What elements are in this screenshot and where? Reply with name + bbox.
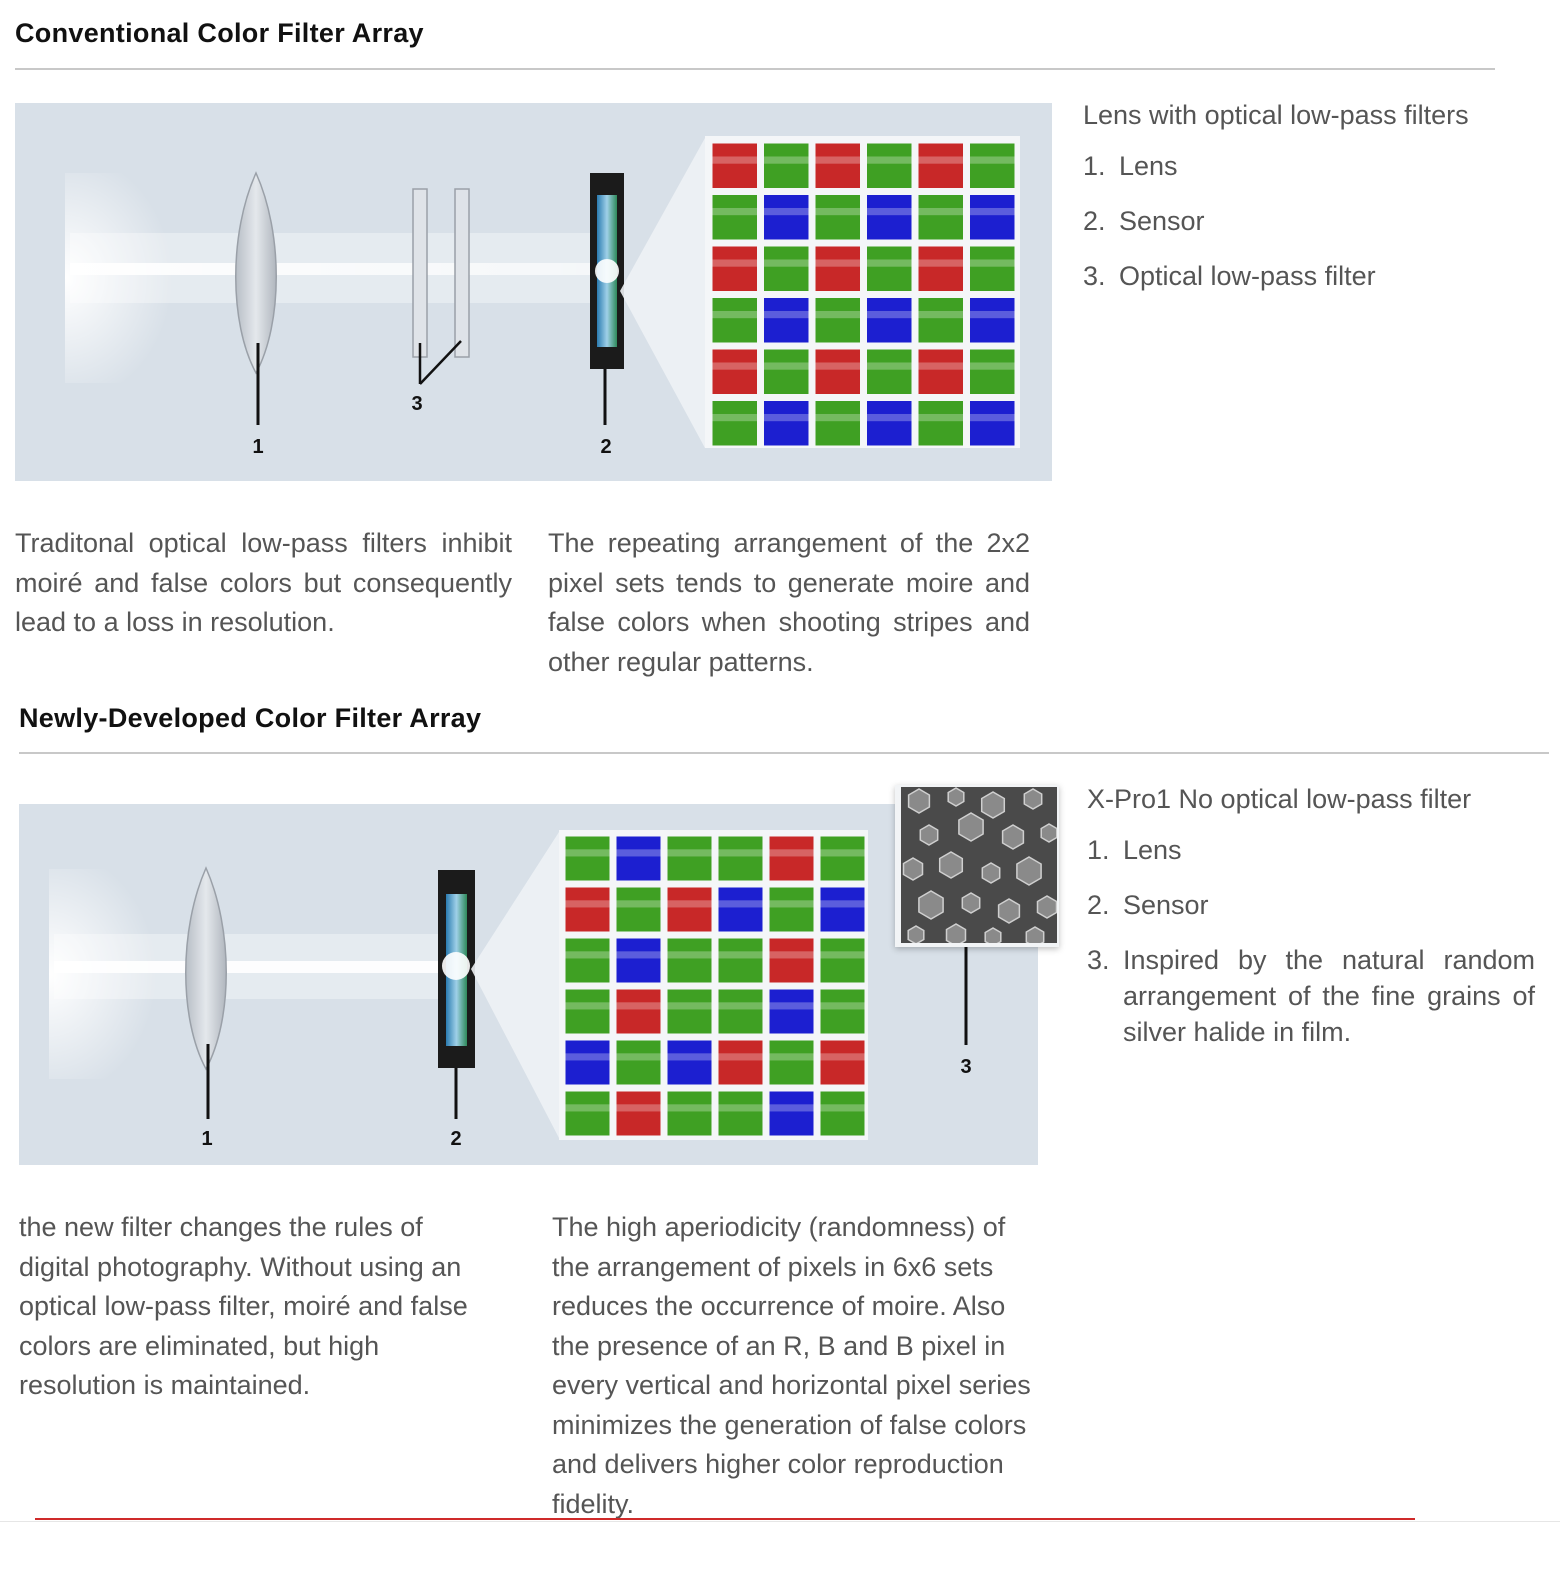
pixel-highlight	[719, 1053, 763, 1060]
pixel-green	[816, 401, 861, 446]
grain-particle	[982, 792, 1005, 818]
section-divider	[15, 68, 1495, 70]
section-title-new: Newly-Developed Color Filter Array	[19, 703, 482, 733]
pixel-highlight	[821, 1104, 865, 1111]
legend-item-number: 3.	[1087, 945, 1110, 975]
pixel-green	[764, 144, 809, 189]
pixel-red	[816, 247, 861, 292]
pixel-green	[713, 401, 758, 446]
pixel-red	[919, 144, 964, 189]
pixel-highlight	[713, 156, 758, 163]
pixel-highlight	[764, 311, 809, 318]
grain-particle	[1024, 789, 1041, 809]
pixel-highlight	[970, 311, 1015, 318]
pixel-green	[566, 939, 610, 983]
pixel-highlight	[770, 1104, 814, 1111]
pixel-red	[668, 888, 712, 932]
pixel-green	[867, 144, 912, 189]
callout-number-sensor: 2	[450, 1128, 462, 1150]
pixel-highlight	[713, 414, 758, 421]
pixel-blue	[867, 195, 912, 240]
grain-particle	[948, 788, 964, 806]
pixel-highlight	[668, 1104, 712, 1111]
pixel-highlight	[867, 156, 912, 163]
pixel-highlight	[821, 900, 865, 907]
pixel-blue	[770, 990, 814, 1034]
pixel-highlight	[970, 414, 1015, 421]
pixel-highlight	[719, 900, 763, 907]
pixel-highlight	[566, 1002, 610, 1009]
light-beam	[70, 263, 615, 275]
legend-item-text: Sensor	[1123, 890, 1209, 920]
pixel-highlight	[566, 1053, 610, 1060]
pixel-highlight	[821, 951, 865, 958]
conventional-description-left: Traditonal optical low-pass filters inhibit moiré and false colors but consequently lead to a loss in resolution.	[15, 528, 512, 637]
pixel-green	[719, 837, 763, 881]
pixel-green	[816, 195, 861, 240]
pixel-highlight	[719, 1002, 763, 1009]
pixel-green	[713, 195, 758, 240]
pixel-highlight	[821, 1002, 865, 1009]
new-description-left: the new filter changes the rules of digital photography. Without using an optical low-pass filter, moiré and false colors are eliminated, but high resolution is maintained.	[19, 1212, 468, 1400]
pixel-highlight	[713, 311, 758, 318]
callout-number-filter: 3	[411, 393, 423, 415]
pixel-green	[970, 144, 1015, 189]
pixel-green	[919, 401, 964, 446]
pixel-green	[764, 350, 809, 395]
pixel-highlight	[668, 1002, 712, 1009]
pixel-green	[970, 247, 1015, 292]
pixel-highlight	[816, 362, 861, 369]
legend-item-text: Optical low-pass filter	[1119, 261, 1376, 291]
pixel-highlight	[719, 951, 763, 958]
pixel-green	[566, 1092, 610, 1136]
pixel-green	[770, 888, 814, 932]
pixel-highlight	[764, 259, 809, 266]
grain-particle	[920, 825, 937, 845]
pixel-highlight	[617, 1104, 661, 1111]
legend-item-number: 2.	[1087, 890, 1110, 920]
pixel-red	[919, 350, 964, 395]
pixel-red	[816, 350, 861, 395]
pixel-highlight	[919, 259, 964, 266]
legend-item-text: Sensor	[1119, 206, 1205, 236]
film-grain-svg	[901, 787, 1057, 943]
pixel-green	[617, 888, 661, 932]
callout-number-grains: 3	[960, 1056, 972, 1078]
conventional-diagram-svg	[15, 103, 1052, 481]
pixel-highlight	[713, 259, 758, 266]
legend-item-text: Lens	[1123, 835, 1182, 865]
pixel-green	[668, 939, 712, 983]
grain-particle	[940, 852, 963, 878]
legend-item-number: 3.	[1083, 261, 1106, 291]
pixel-highlight	[867, 311, 912, 318]
pixel-highlight	[668, 900, 712, 907]
zoom-cone	[620, 138, 705, 448]
pixel-highlight	[821, 1053, 865, 1060]
pixel-green	[719, 939, 763, 983]
legend-item-number: 1.	[1087, 835, 1110, 865]
new-diagram-svg	[19, 804, 1038, 1165]
pixel-green	[970, 350, 1015, 395]
legend-item	[1087, 942, 1535, 1050]
legend-item	[1087, 887, 1535, 923]
pixel-highlight	[816, 156, 861, 163]
pixel-highlight	[770, 900, 814, 907]
pixel-highlight	[617, 951, 661, 958]
grain-particle	[908, 926, 924, 943]
pixel-highlight	[764, 362, 809, 369]
light-beam	[54, 961, 459, 973]
pixel-highlight	[919, 362, 964, 369]
low-pass-filter-b	[455, 189, 469, 357]
pixel-red	[566, 888, 610, 932]
pixel-highlight	[566, 849, 610, 856]
pixel-red	[770, 939, 814, 983]
pixel-blue	[617, 837, 661, 881]
conventional-description-right: The repeating arrangement of the 2x2 pixel sets tends to generate moire and false colors when shooting stripes and other regular patterns.	[548, 528, 1030, 677]
pixel-green	[919, 298, 964, 343]
pixel-green	[821, 1092, 865, 1136]
pixel-highlight	[919, 156, 964, 163]
legend-heading: Lens with optical low-pass filters	[1083, 100, 1469, 130]
pixel-blue	[566, 1041, 610, 1085]
conventional-legend	[1083, 102, 1523, 313]
pixel-green	[719, 990, 763, 1034]
grain-particle	[1017, 857, 1041, 885]
section-title-conventional: Conventional Color Filter Array	[15, 18, 424, 48]
pixel-highlight	[719, 849, 763, 856]
pixel-highlight	[970, 259, 1015, 266]
callout-number-lens: 1	[252, 436, 264, 458]
grain-particle	[1041, 824, 1057, 842]
legend-item	[1083, 258, 1523, 294]
pixel-green	[668, 1092, 712, 1136]
pixel-green	[770, 1041, 814, 1085]
pixel-green	[566, 837, 610, 881]
pixel-highlight	[713, 208, 758, 215]
pixel-highlight	[566, 951, 610, 958]
pixel-blue	[719, 888, 763, 932]
new-description-right: The high aperiodicity (randomness) of the arrangement of pixels in 6x6 sets reduces the occurrence of moire. Also the presence of an R, B and B pixel in every vertical and horizontal pixel series minimizes the generation of false colors and delivers higher color reproduction fidelity.	[552, 1212, 1031, 1519]
pixel-highlight	[764, 414, 809, 421]
pixel-green	[617, 1041, 661, 1085]
grain-particle	[1038, 896, 1057, 918]
legend-item-text: Lens	[1119, 151, 1178, 181]
pixel-highlight	[617, 900, 661, 907]
grain-particle	[1003, 825, 1024, 849]
pixel-highlight	[770, 849, 814, 856]
pixel-red	[713, 350, 758, 395]
pixel-red	[713, 247, 758, 292]
pixel-highlight	[816, 259, 861, 266]
pixel-highlight	[867, 208, 912, 215]
pixel-green	[821, 990, 865, 1034]
legend-item-text: Inspired by the natural random arrangement of the fine grains of silver halide in film.	[1123, 945, 1535, 1047]
conventional-diagram	[15, 103, 1052, 481]
callout-number-lens: 1	[201, 1128, 213, 1150]
pixel-red	[770, 837, 814, 881]
pixel-highlight	[617, 849, 661, 856]
pixel-blue	[668, 1041, 712, 1085]
pixel-blue	[867, 298, 912, 343]
pixel-highlight	[816, 414, 861, 421]
pixel-blue	[617, 939, 661, 983]
pixel-highlight	[668, 849, 712, 856]
pixel-highlight	[668, 951, 712, 958]
pixel-blue	[821, 888, 865, 932]
zoom-cone	[471, 832, 559, 1138]
pixel-green	[821, 837, 865, 881]
pixel-highlight	[770, 951, 814, 958]
pixel-red	[713, 144, 758, 189]
pixel-red	[719, 1041, 763, 1085]
pixel-highlight	[764, 208, 809, 215]
pixel-green	[668, 837, 712, 881]
pixel-blue	[970, 195, 1015, 240]
sensor-light-spot	[442, 952, 470, 980]
low-pass-filter-a	[413, 189, 427, 357]
pixel-green	[764, 247, 809, 292]
pixel-highlight	[617, 1002, 661, 1009]
pixel-green	[719, 1092, 763, 1136]
grain-particle	[999, 899, 1020, 923]
pixel-blue	[764, 401, 809, 446]
legend-item	[1083, 148, 1523, 184]
pixel-highlight	[970, 208, 1015, 215]
pixel-highlight	[668, 1053, 712, 1060]
pixel-highlight	[770, 1053, 814, 1060]
pixel-highlight	[919, 208, 964, 215]
pixel-red	[617, 990, 661, 1034]
grain-particle	[962, 893, 979, 913]
film-grain-inset	[895, 785, 1059, 947]
pixel-blue	[970, 298, 1015, 343]
pixel-highlight	[770, 1002, 814, 1009]
new-diagram	[19, 804, 1038, 1165]
pixel-highlight	[566, 900, 610, 907]
pixel-highlight	[867, 414, 912, 421]
sensor-light-spot	[595, 259, 619, 283]
pixel-blue	[764, 298, 809, 343]
pixel-blue	[764, 195, 809, 240]
grain-particle	[959, 813, 983, 841]
pixel-highlight	[970, 362, 1015, 369]
pixel-red	[816, 144, 861, 189]
pixel-red	[919, 247, 964, 292]
pixel-green	[919, 195, 964, 240]
pixel-blue	[867, 401, 912, 446]
pixel-highlight	[816, 208, 861, 215]
pixel-highlight	[867, 362, 912, 369]
legend-item-number: 2.	[1083, 206, 1106, 236]
pixel-highlight	[566, 1104, 610, 1111]
accent-divider	[35, 1518, 1415, 1520]
pixel-green	[816, 298, 861, 343]
grain-particle	[904, 858, 923, 880]
footer-divider	[0, 1521, 1560, 1522]
new-legend	[1087, 786, 1535, 1069]
pixel-green	[713, 298, 758, 343]
grain-particle	[909, 789, 930, 813]
pixel-green	[566, 990, 610, 1034]
pixel-highlight	[919, 414, 964, 421]
grain-particle	[982, 863, 999, 883]
pixel-blue	[770, 1092, 814, 1136]
pixel-highlight	[617, 1053, 661, 1060]
legend-item	[1087, 832, 1535, 868]
pixel-highlight	[713, 362, 758, 369]
pixel-red	[617, 1092, 661, 1136]
pixel-green	[821, 939, 865, 983]
legend-item-number: 1.	[1083, 151, 1106, 181]
pixel-highlight	[867, 259, 912, 266]
pixel-highlight	[764, 156, 809, 163]
legend-item	[1083, 203, 1523, 239]
pixel-highlight	[919, 311, 964, 318]
callout-number-sensor: 2	[600, 436, 612, 458]
pixel-highlight	[821, 849, 865, 856]
legend-heading: X-Pro1 No optical low-pass filter	[1087, 784, 1472, 814]
pixel-red	[821, 1041, 865, 1085]
grain-particle	[919, 891, 943, 919]
pixel-green	[668, 990, 712, 1034]
pixel-green	[867, 350, 912, 395]
pixel-highlight	[719, 1104, 763, 1111]
pixel-highlight	[816, 311, 861, 318]
section-divider	[19, 752, 1549, 754]
pixel-highlight	[970, 156, 1015, 163]
pixel-blue	[970, 401, 1015, 446]
pixel-green	[867, 247, 912, 292]
